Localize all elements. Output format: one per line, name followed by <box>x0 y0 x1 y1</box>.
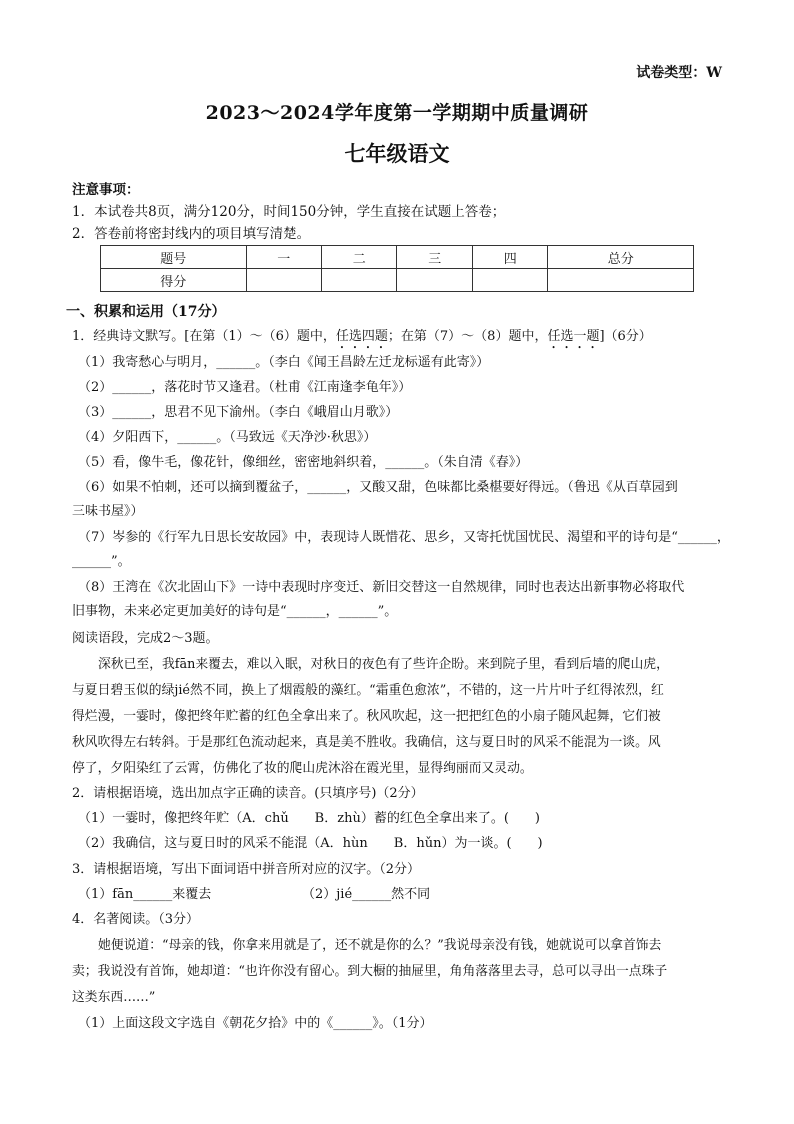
table-cell: 总分 <box>548 246 694 269</box>
poem-item-continued: 三味书屋》） <box>72 504 144 519</box>
emphasis-text: 任选一题 <box>547 329 600 344</box>
score-input-cell[interactable] <box>472 269 547 292</box>
intro-text: 1．经典诗文默写。[在第（1）～（6）题中， <box>72 329 336 344</box>
passage-line: 深秋已至，我fān来覆去，难以入眠，对秋日的夜色有了些许企盼。来到院子里，看到后墙的爬山虎， <box>98 657 669 672</box>
poem-item: （8）王湾在《次北固山下》一诗中表现时序变迁、新旧交替这一自然规律，同时也表达出新事物必将取代 <box>78 580 685 595</box>
question-4-item: （1）上面这段文字选自《朝花夕拾》中的《______》。（1分） <box>78 1016 433 1031</box>
question-2-item: （2）我确信，这与夏日时的风采不能混（A．hùn B．hǔn）为一谈。( ) <box>78 836 543 851</box>
notice-item-1: 1．本试卷共8页，满分120分，时间150分钟，学生直接在试题上答卷； <box>72 204 506 220</box>
table-cell: 一 <box>246 246 321 269</box>
score-table-header-row <box>101 246 694 269</box>
table-cell: 四 <box>472 246 547 269</box>
question-2: 2．请根据语境，选出加点字正确的读音。(只填序号)（2分） <box>72 786 424 801</box>
score-input-cell[interactable] <box>246 269 321 292</box>
poem-item-continued: ______”。 <box>72 554 131 569</box>
question-4: 4．名著阅读。（3分） <box>72 912 200 927</box>
passage-line: 得烂漫，一霎时，像把终年贮蓄的红色全拿出来了。秋风吹起，这一把把红色的小扇子随风起舞，它们被 <box>72 709 661 724</box>
intro-text: ；在第（7）～（8）题中， <box>387 329 548 344</box>
score-input-cell[interactable] <box>548 269 694 292</box>
passage-line: 停了，夕阳染红了云霄，仿佛化了妆的爬山虎沐浴在霞光里，显得绚丽而又灵动。 <box>72 761 533 776</box>
poem-item: （7）岑参的《行军九日思长安故园》中，表现诗人既惜花、思乡，又寄托忧国忧民、渴望和平的诗句是“______， <box>78 530 730 545</box>
reading-intro: 阅读语段，完成2～3题。 <box>72 631 219 646</box>
score-input-cell[interactable] <box>397 269 472 292</box>
poem-item: （3）______，思君不见下渝州。（李白《峨眉山月歌》） <box>78 405 399 420</box>
excerpt-line: 这类东西……” <box>72 990 156 1005</box>
poem-item: （2）______，落花时节又逢君。（杜甫《江南逢李龟年》） <box>78 380 412 395</box>
poem-item-continued: 旧事物，未来必定更加美好的诗句是“______，______”。 <box>72 604 398 619</box>
notice-item-2: 2．答卷前将密封线内的项目填写清楚。 <box>72 226 311 242</box>
section-heading: 一、积累和运用（17分） <box>66 304 226 320</box>
poem-item: （4）夕阳西下，______。（马致远《天净沙·秋思》） <box>78 430 377 445</box>
question-3-item: （1）fān______来覆去 <box>78 887 212 902</box>
exam-subtitle: 七年级语文 <box>344 141 450 166</box>
question-2-item: （1）一霎时，像把终年贮（A．chǔ B．zhù）蓄的红色全拿出来了。( ) <box>78 811 540 826</box>
intro-text: ]（6分） <box>599 329 652 344</box>
score-input-cell[interactable] <box>321 269 396 292</box>
question-1-intro <box>72 325 652 352</box>
question-3-item: （2）jié______然不同 <box>302 887 431 902</box>
poem-item: （1）我寄愁心与明月，______。（李白《闻王昌龄左迁龙标遥有此寄》） <box>78 355 490 370</box>
excerpt-line: 她便说道：“母亲的钱，你拿来用就是了，还不就是你的么？”我说母亲没有钱，她就说可以拿首饰去 <box>98 938 662 953</box>
table-cell: 三 <box>397 246 472 269</box>
notice-heading: 注意事项： <box>72 182 140 198</box>
excerpt-line: 卖；我说没有首饰，她却道：“也许你没有留心。到大橱的抽屉里，角角落落里去寻，总可以寻出一点珠子 <box>72 964 668 979</box>
question-3: 3．请根据语境，写出下面词语中拼音所对应的汉字。（2分） <box>72 862 421 877</box>
paper-type-label: 试卷类型：W <box>636 65 722 81</box>
table-cell: 得分 <box>101 269 247 292</box>
score-table <box>100 245 694 292</box>
passage-line: 与夏日碧玉似的绿jié然不同，换上了烟霞般的藻红。“霜重色愈浓”，不错的，这一片片叶子红得浓烈，红 <box>72 683 664 698</box>
poem-item: （6）如果不怕刺，还可以摘到覆盆子，______，又酸又甜，色味都比桑椹要好得远。（鲁迅《从百草园到 <box>78 480 678 495</box>
table-cell: 二 <box>321 246 396 269</box>
exam-title: 2023～2024学年度第一学期期中质量调研 <box>205 102 589 124</box>
emphasis-text: 任选四题 <box>335 329 388 344</box>
table-cell: 题号 <box>101 246 247 269</box>
passage-line: 秋风吹得左右转斜。于是那红色流动起来，真是美不胜收。我确信，这与夏日时的风采不能混为一谈。风 <box>72 735 661 750</box>
score-table-score-row <box>101 269 694 292</box>
poem-item: （5）看，像牛毛，像花针，像细丝，密密地斜织着，______。（朱自清《春》） <box>78 455 529 470</box>
